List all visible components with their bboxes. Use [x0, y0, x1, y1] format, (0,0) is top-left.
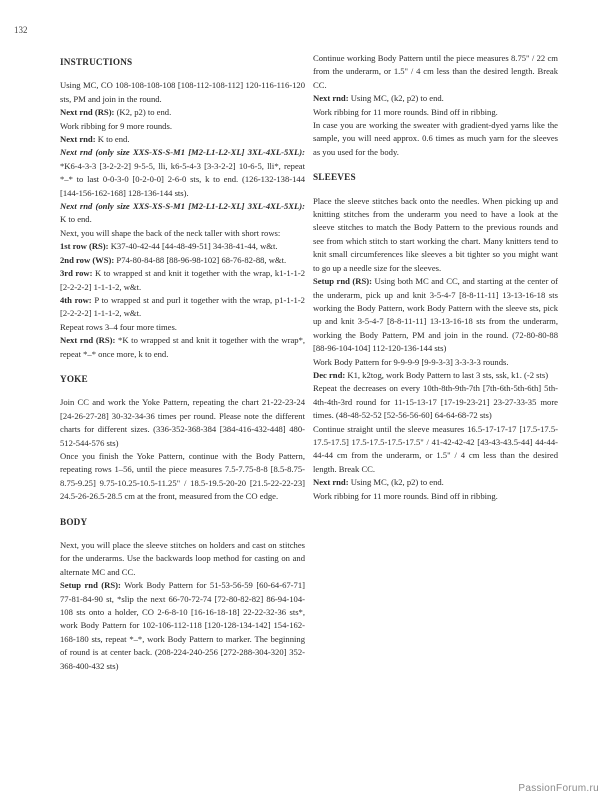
short-rows-intro: Next, you will shape the back of the neck taller with short rows:: [60, 227, 281, 238]
right-column: [313, 52, 558, 503]
step-text: *K to wrapped st and knit it together with the wrap*, repeat *–* once more, k to end.: [60, 335, 306, 359]
step-label: Next rnd (RS):: [60, 107, 115, 118]
short-row-2: [60, 254, 305, 267]
yoke-heading: YOKE: [60, 373, 88, 384]
ribbing-instruction: Work ribbing for 9 more rounds.: [60, 120, 172, 131]
next-rnd-rs-wrap: [60, 334, 305, 361]
step-label: Next rnd (RS):: [60, 335, 116, 346]
sleeve-setup-rnd: [313, 275, 558, 355]
sleeves-heading: SLEEVES: [313, 172, 356, 183]
watermark: PassionForum.ru: [518, 783, 599, 794]
ribbing-bind-off: Work ribbing for 11 more rounds. Bind off in ribbing.: [313, 106, 498, 117]
next-rnd-ribbing: [313, 92, 558, 105]
step-label: Setup rnd (RS):: [313, 276, 373, 287]
step-label: Dec rnd:: [313, 369, 346, 380]
step-label: Next rnd:: [60, 134, 96, 145]
step-text: P74-80-84-88 [88-96-98-102] 68-76-82-88, w&t.: [114, 254, 287, 265]
sleeve-next-rnd: [313, 476, 558, 489]
sleeves-paragraph-1: Place the sleeve stitches back onto the needles. When picking up and knitting stitches from the underarm you need to have a look at the sleeve stitches to match the Body Pattern to the previous rounds and see from which stitch to start working the chart. Many knitters tend to knit small circumferences like sleeves a bit tighter so you might want to go up a needle size for the sleeves.: [313, 195, 558, 273]
repeat-rows: Repeat rows 3–4 four more times.: [60, 321, 177, 332]
step-label: Next rnd:: [313, 93, 349, 104]
step-text: Using MC, (k2, p2) to end.: [348, 93, 444, 104]
instructions-heading: INSTRUCTIONS: [60, 57, 133, 67]
step-text: K37-40-42-44 [44-48-49-51] 34-38-41-44, w&t.: [108, 241, 278, 252]
next-rnd-rs: [60, 106, 305, 119]
sleeve-ribbing-bind-off: Work ribbing for 11 more rounds. Bind off in ribbing.: [313, 490, 498, 501]
cast-on-instruction: Using MC, CO 108-108-108-108 [108-112-108-112] 120-116-116-120 sts, PM and join in the round.: [60, 80, 305, 104]
step-text: P to wrapped st and purl it together with the wrap, p1-1-1-2 [2-2-2-2] 1-1-1-2, w&t.: [60, 294, 305, 319]
step-text: Using both MC and CC, and starting at the center of the underarm, pick up and knit 3-5-4-7 [8-8-11-11] 13-13-16-18 sts working the Body Pattern, work Body Pattern with the sleeve sts, pick up and knit 3-5-4-7 [8-8-11-11] 13-13-16-18 sts from the underarm, working the Body Pattern, PM and join in the round. (72-80-80-88 [88-96-104-104] 112-120-136-144 sts): [313, 276, 558, 354]
step-label: Next rnd:: [313, 477, 349, 488]
gradient-note: In case you are working the sweater with gradient-dyed yarns like the sample, you will need approx. 0.6 times as much yarn for the sleeves as you used for the body.: [313, 120, 558, 157]
size-specific-round-1: [60, 146, 305, 200]
next-rnd: [60, 133, 305, 146]
step-text: Work Body Pattern for 51-53-56-59 [60-64-67-71] 77-81-84-90 st, *slip the next 66-70-72-74 [72-80-82-82] 86-94-104-108 sts onto a holder, CO 2-6-8-10 [16-16-18-18] 22-22-32-36 sts*, work Body Pattern for 102-106-112-118 [120-128-134-142] 154-162-168-180 sts, repeat *–*, work Body Pattern to marker. The beginning of round is at center back. (208-224-240-256 [272-288-304-320] 352-368-400-432 sts): [60, 580, 305, 671]
body-heading: BODY: [60, 516, 88, 527]
step-text: K to end.: [95, 134, 130, 145]
step-text: (K2, p2) to end.: [114, 107, 172, 118]
size-specific-round-2: [60, 200, 305, 227]
step-label: 3rd row:: [60, 268, 93, 279]
yoke-paragraph-1: Join CC and work the Yoke Pattern, repeating the chart 21-22-23-24 [24-26-27-28] 30-32-34-36 times per round. Please note the different charts for different sizes. (336-352-368-384 [384-416-432-448] 480-512-544-576 sts): [60, 397, 305, 448]
continue-straight: Continue straight until the sleeve measures 16.5-17-17-17 [17.5-17.5-17.5-17.5] 17.5-17.5-17.5-17.5" / 41-42-42-42 [43-43-43.5-44] 44-44-44-44 cm from the underarm, or 1.5" / 4 cm less than the desired length. Break CC.: [313, 423, 558, 474]
work-body-pattern: Work Body Pattern for 9-9-9-9 [9-9-3-3] 3-3-3-3 rounds.: [313, 356, 509, 367]
page-number: 132: [14, 25, 28, 35]
repeat-decreases: Repeat the decreases on every 10th-8th-9th-7th [7th-6th-5th-6th] 5th-4th-4th-3rd round for 11-15-13-17 [17-19-23-21] 23-27-33-35 more times. (48-48-52-52 [52-56-56-60] 64-64-68-72 sts): [313, 383, 558, 421]
step-text: K to wrapped st and knit it together with the wrap, k1-1-1-2 [2-2-2-2] 1-1-1-2, w&t.: [60, 268, 305, 292]
left-column: [60, 56, 305, 673]
step-label: Next rnd (only size XXS-XS-S-M1 [M2-L1-L2-XL] 3XL-4XL-5XL):: [60, 201, 305, 212]
step-text: Using MC, (k2, p2) to end.: [348, 477, 444, 488]
step-label: Setup rnd (RS):: [60, 580, 121, 591]
setup-rnd-rs: [60, 579, 305, 673]
body-continue: Continue working Body Pattern until the piece measures 8.75" / 22 cm from the underarm, or 1.5" / 4 cm less than the desired length. Break CC.: [313, 53, 558, 90]
step-label: Next rnd (only size XXS-XS-S-M1 [M2-L1-L2-XL] 3XL-4XL-5XL):: [60, 147, 305, 158]
body-paragraph-1: Next, you will place the sleeve stitches on holders and cast on stitches for the underarms. Use the backwards loop method for casting on and alternate MC and CC.: [60, 540, 305, 577]
short-row-4: [60, 294, 305, 321]
step-text: *K6-4-3-3 [3-2-2-2] 9-5-5, lli, k6-5-4-3 [3-3-2-2] 10-6-5, lli*, repeat *–* to last 0-0-3-0 [0-2-0-0] 2-6-0 sts, k to end. (126-132-138-144 [144-156-162-168] 128-136-144 sts).: [60, 160, 305, 198]
step-label: 4th row:: [60, 294, 92, 305]
yoke-paragraph-2: Once you finish the Yoke Pattern, continue with the Body Pattern, repeating rows 1–56, until the piece measures 7.5-7.75-8-8 [8.5-8.75-8.75-9.25] 9.75-10.25-10.5-11.25" / 18.5-19.5-20-20 [21.5-22-22-23] 24.5-26-26.5-28.5 cm at the front, measured from the CO edge.: [60, 450, 305, 502]
step-label: 1st row (RS):: [60, 241, 109, 252]
short-row-1: [60, 240, 305, 253]
step-text: K to end.: [60, 214, 92, 225]
step-label: 2nd row (WS):: [60, 254, 115, 265]
dec-rnd: [313, 369, 558, 382]
short-row-3: [60, 267, 305, 294]
step-text: K1, k2tog, work Body Pattern to last 3 sts, ssk, k1. (-2 sts): [345, 369, 549, 380]
